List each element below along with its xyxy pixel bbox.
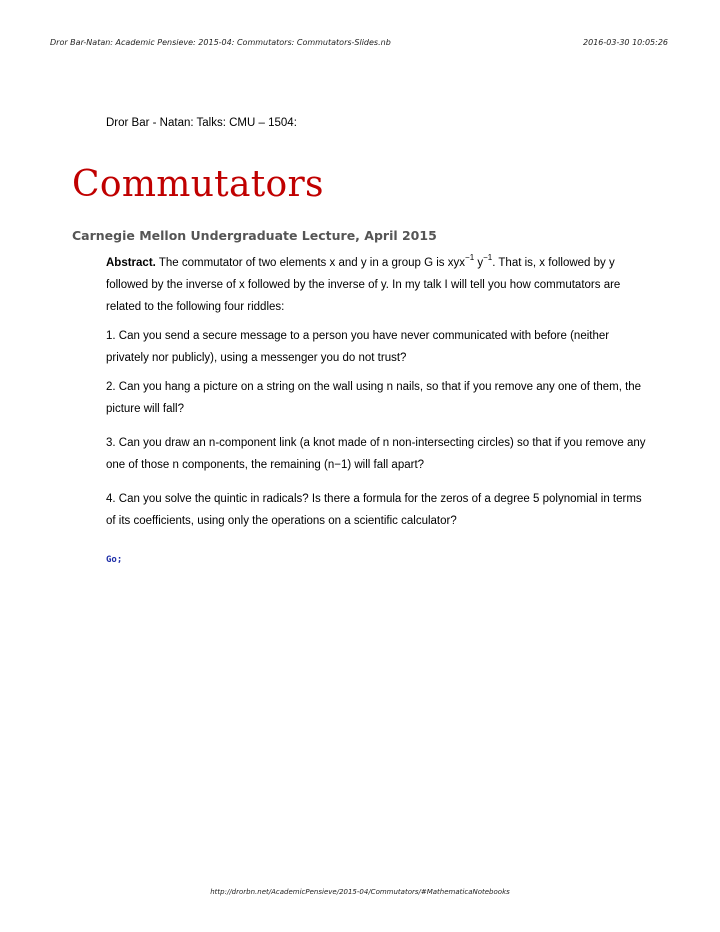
talk-breadcrumb: Dror Bar - Natan: Talks: CMU – 1504: [106,117,297,129]
code-input-cell[interactable]: Go; [106,555,123,565]
abstract-paragraph [106,252,646,318]
page-header-path: Dror Bar-Natan: Academic Pensieve: 2015-04: Commutators: Commutators-Slides.nb [50,38,391,47]
riddle-paragraph: 3. Can you draw an n-component link (a knot made of n non-intersecting circles) so that if you remove any one of those n components, the remaining (n−1) will fall apart? [106,437,646,471]
abstract-text-part: The commutator of two elements x and y in a group G is xyx [155,257,466,269]
page-header-timestamp: 2016-03-30 10:05:26 [583,38,668,47]
riddle-paragraph: 2. Can you hang a picture on a string on the wall using n nails, so that if you remove any one of them, the picture will fall? [106,381,642,415]
page-title: Commutators [72,164,324,205]
abstract-label: Abstract. [106,257,156,269]
abstract-text-part: y [474,257,484,269]
riddle-paragraph: 4. Can you solve the quintic in radicals? Is there a formula for the zeros of a degree 5 polynomial in terms of its coefficients, using only the operations on a scientific calculator? [106,493,642,527]
inverse-superscript: −1 [483,253,493,263]
inverse-superscript: −1 [465,253,475,263]
abstract-text-part: . That is, x followed by y followed by the inverse of x followed by the inverse of y. In my talk I will tell you how commutators are related to the following four riddles: [106,257,621,313]
riddle-paragraph: 1. Can you send a secure message to a person you have never communicated with before (neither privately nor publicly), using a messenger you do not trust? [106,330,610,364]
footer-url[interactable]: http://drorbn.net/AcademicPensieve/2015-04/Commutators/#MathematicaNotebooks [210,888,510,896]
lecture-subtitle: Carnegie Mellon Undergraduate Lecture, April 2015 [72,228,437,243]
